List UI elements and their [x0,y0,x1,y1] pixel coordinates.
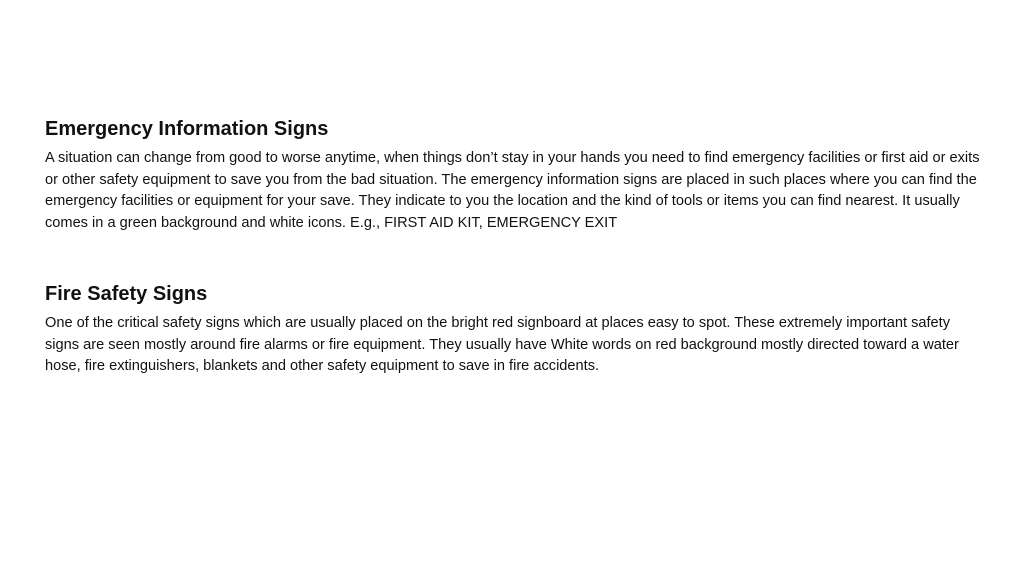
section-title: Emergency Information Signs [45,118,329,140]
section-emergency-information [45,116,980,235]
section-body: One of the critical safety signs which are usually placed on the bright red signboard at places easy to spot. These extremely important safety signs are seen mostly around fire alarms or fire equipment. They usually have White words on red background mostly directed toward a water hose, fire extinguishers, blankets and other safety equipment to save in fire accidents. [45,314,959,375]
slide-content [45,116,980,378]
section-fire-safety [45,281,980,378]
section-title: Fire Safety Signs [45,282,208,305]
section-body: A situation can change from good to worse anytime, when things don’t stay in your hands you need to find emergency facilities or first aid or exits or other safety equipment to save you from the bad situation. The emergency information signs are placed in such places where you can find the emergency facilities or equipment for your save. They indicate to you the location and the kind of tools or items you can find nearest. It usually comes in a green background and white icons. E.g., FIRST AID KIT, EMERGENCY EXIT [45,150,980,232]
